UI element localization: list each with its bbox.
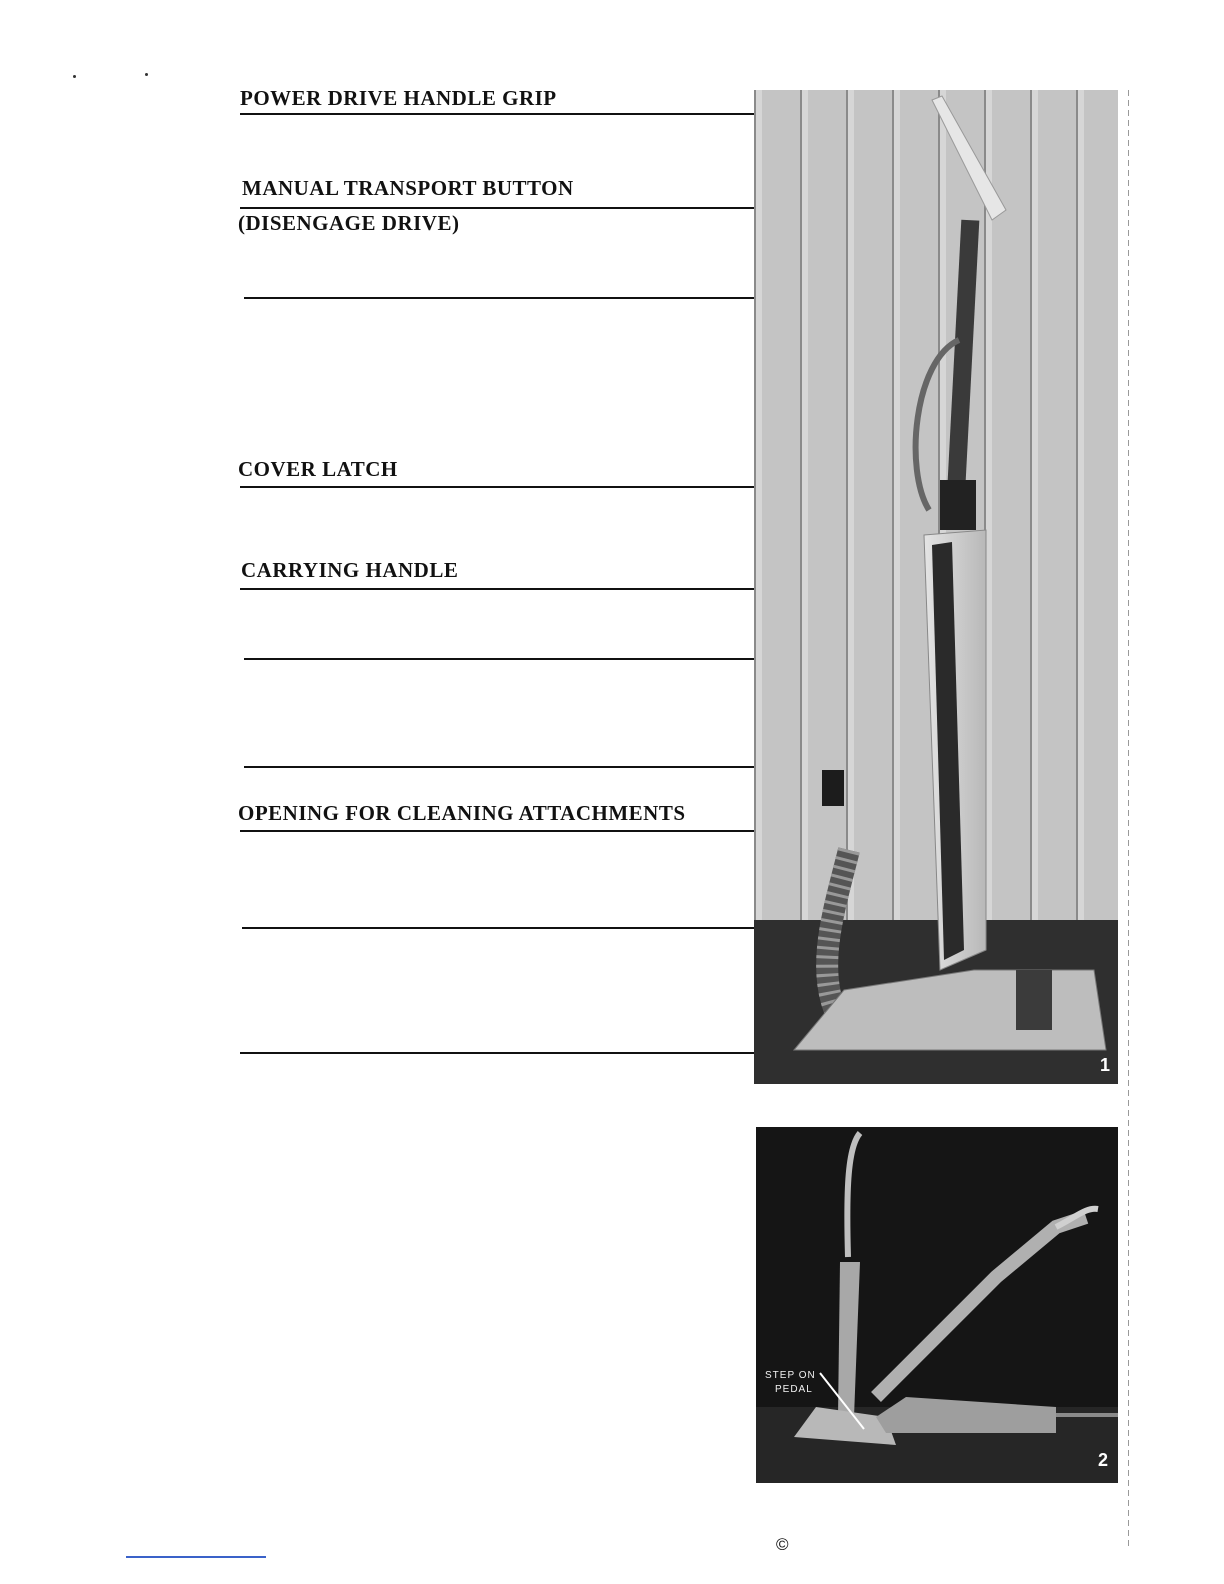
figure-2-caption	[765, 1369, 816, 1397]
figure-2-step-on-pedal-photo	[756, 1127, 1118, 1483]
margin-mark	[145, 73, 148, 76]
leader-line-attachments-opening	[240, 830, 838, 832]
figure-1-number: 1	[1099, 1055, 1110, 1075]
leader-line-unlabeled-4	[242, 927, 820, 929]
label-opening-for-cleaning-attachments: OPENING FOR CLEANING ATTACHMENTS	[238, 801, 686, 825]
label-carrying-handle: CARRYING HANDLE	[241, 558, 459, 582]
footer-link-underline[interactable]	[126, 1556, 266, 1558]
caption-step-on: STEP ON	[765, 1370, 816, 1381]
margin-mark	[73, 75, 76, 78]
vacuum-reclined-illustration	[756, 1127, 1118, 1483]
label-disengage-drive: (DISENGAGE DRIVE)	[238, 211, 460, 235]
figure-1-vacuum-photo	[754, 90, 1118, 1084]
leader-line-unlabeled-3	[244, 766, 824, 768]
caption-pedal: PEDAL	[775, 1384, 813, 1395]
figure-2-number: 2	[1097, 1450, 1108, 1470]
leader-line-unlabeled-5	[240, 1052, 800, 1054]
copyright-symbol: ©	[776, 1535, 789, 1554]
label-cover-latch: COVER LATCH	[238, 457, 398, 481]
page-edge-line	[1128, 90, 1129, 1550]
label-power-drive-handle-grip: POWER DRIVE HANDLE GRIP	[240, 86, 557, 110]
label-manual-transport-button: MANUAL TRANSPORT BUTTON	[242, 176, 574, 200]
vacuum-upright-illustration	[754, 90, 1118, 1084]
